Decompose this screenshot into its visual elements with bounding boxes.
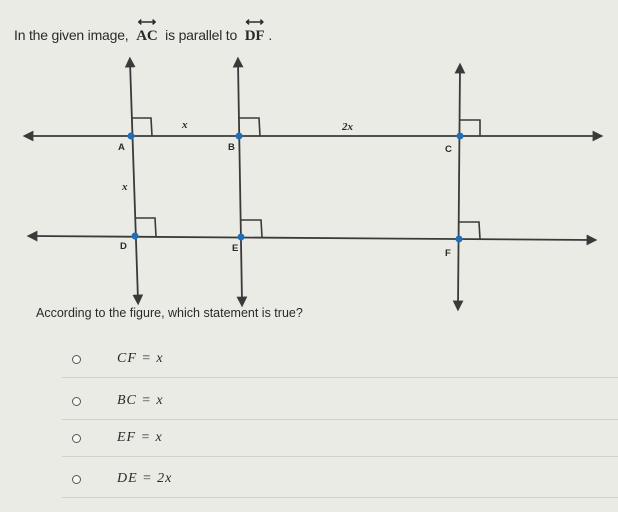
point-f-label: F: [445, 248, 451, 259]
point-e-label: E: [232, 243, 239, 254]
right-angle-a: [131, 118, 152, 136]
line-df: [32, 236, 592, 240]
question-middle: is parallel to: [165, 27, 238, 43]
right-angle-b: [239, 118, 260, 136]
line-ac-label: ⟷ AC: [136, 22, 157, 45]
question-suffix: .: [268, 27, 273, 43]
segment-bc-label: 2x: [342, 121, 353, 133]
radio-icon[interactable]: [72, 434, 81, 443]
point-a-dot: [128, 133, 135, 140]
option-cf-equals-x[interactable]: [62, 341, 618, 378]
vertical-line-a: [130, 62, 138, 300]
option-label: BC = x: [117, 393, 164, 408]
option-label: CF = x: [117, 351, 164, 366]
segment-ad-label: x: [122, 181, 128, 193]
right-angle-c: [460, 120, 480, 136]
vertical-line-c: [458, 68, 460, 306]
radio-icon[interactable]: [72, 475, 81, 484]
right-angle-e: [241, 220, 262, 237]
point-d-dot: [132, 233, 139, 240]
prompt-text: According to the figure, which statement is true?: [36, 306, 303, 320]
point-f-dot: [456, 236, 463, 243]
point-c-label: C: [445, 144, 452, 155]
point-c-dot: [457, 133, 464, 140]
line-df-label: ⟷ DF: [245, 22, 265, 45]
vertical-line-b: [238, 62, 242, 302]
segment-ab-label: x: [182, 119, 188, 131]
point-e-dot: [238, 234, 245, 241]
radio-icon[interactable]: [72, 397, 81, 406]
radio-icon[interactable]: [72, 355, 81, 364]
question-prefix: In the given image,: [14, 27, 129, 43]
option-label: DE = 2x: [117, 471, 173, 486]
point-b-dot: [236, 133, 243, 140]
option-de-equals-2x[interactable]: [62, 461, 618, 498]
option-label: EF = x: [117, 430, 163, 445]
right-angle-d: [135, 218, 156, 236]
option-bc-equals-x[interactable]: [62, 383, 618, 420]
point-d-label: D: [120, 241, 127, 252]
point-a-label: A: [118, 142, 125, 153]
right-angle-f: [459, 222, 480, 239]
option-ef-equals-x[interactable]: [62, 420, 618, 457]
point-b-label: B: [228, 142, 235, 153]
